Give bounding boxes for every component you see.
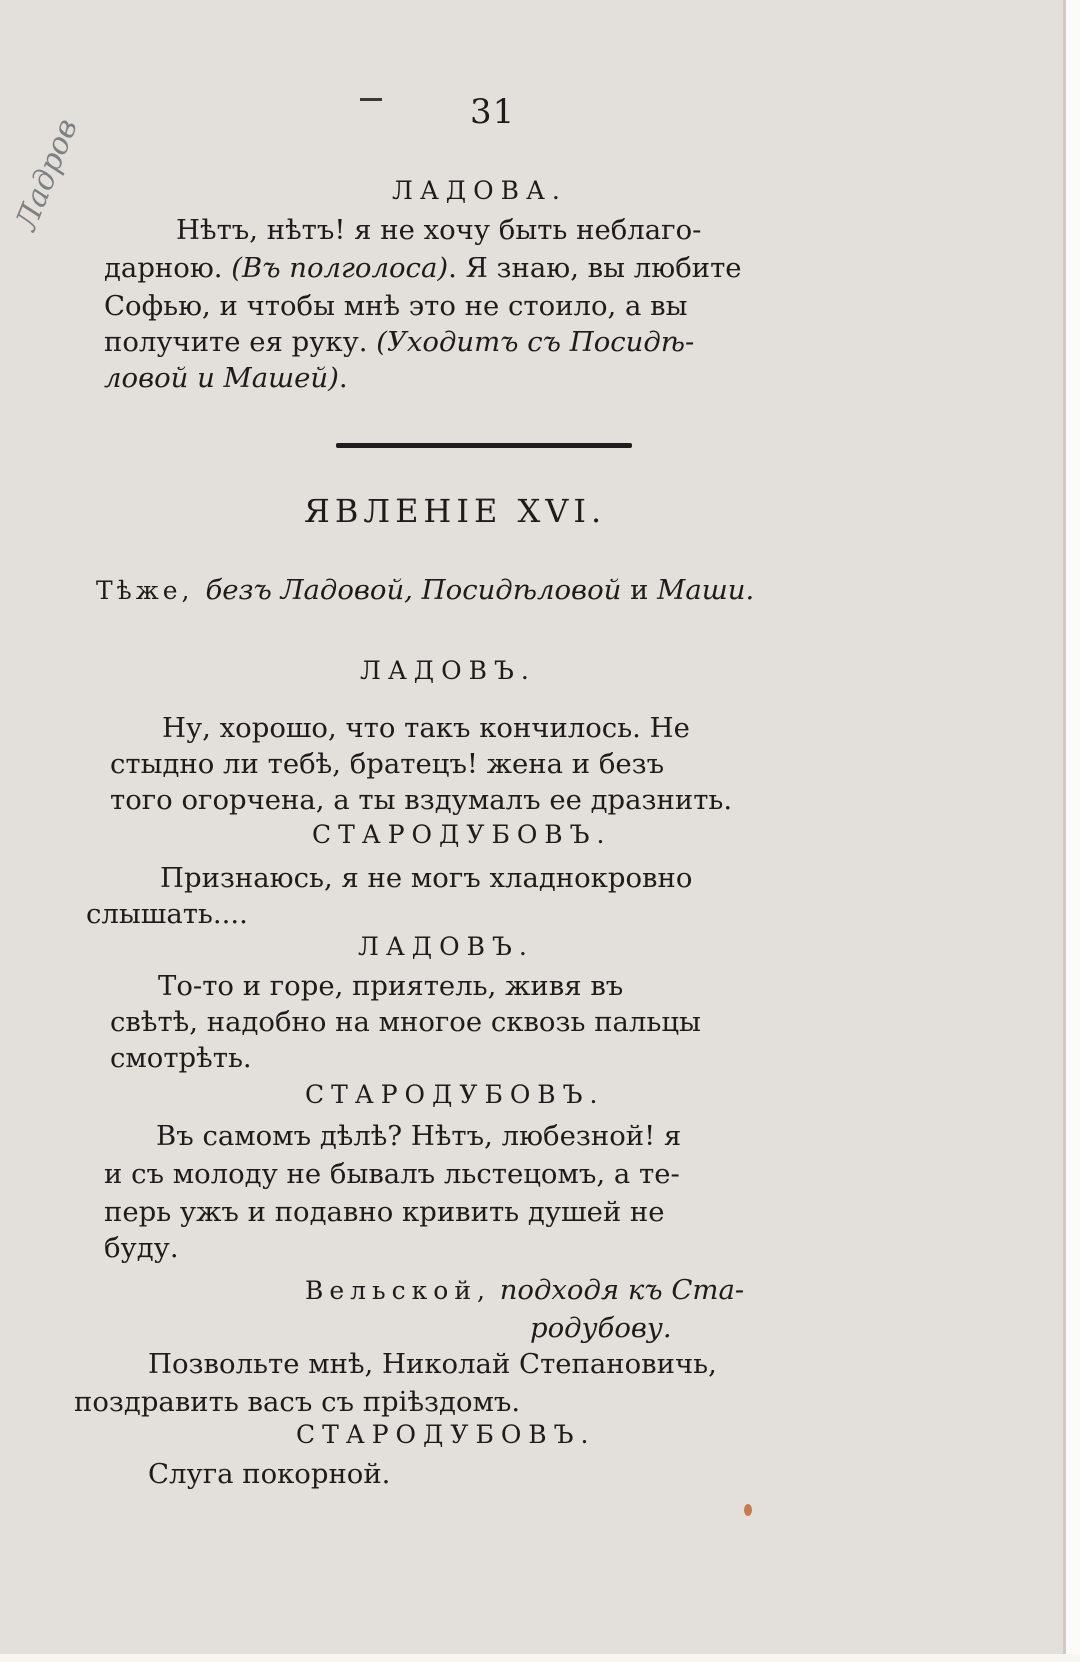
text-line: Ну, хорошо, что такъ кончилось. Не xyxy=(162,712,690,744)
text-line: перь ужъ и подавно кривить душей не xyxy=(104,1196,665,1228)
text-line: То-то и горе, приятель, живя въ xyxy=(158,970,624,1002)
page-edge xyxy=(1066,0,1080,1662)
text-line: слышать.... xyxy=(86,898,248,930)
text-line: Позвольте мнѣ, Николай Степановичь, xyxy=(148,1348,717,1380)
paper-stain xyxy=(744,1504,752,1516)
text-line: Нѣтъ, нѣтъ! я не хочу быть неблаго- xyxy=(176,214,702,246)
section-divider xyxy=(336,443,632,448)
text-line: свѣтѣ, надобно на многое сквозь пальцы xyxy=(110,1006,701,1038)
text-line: Софью, и чтобы мнѣ это не стоило, а вы xyxy=(104,290,688,322)
speaker-velskoy-line: Вельской, подходя къ Ста- xyxy=(305,1274,745,1306)
text-line: смотрѣть. xyxy=(110,1042,252,1074)
speaker-velskoy: Вельской, xyxy=(305,1276,491,1305)
text-line: буду. xyxy=(104,1232,179,1264)
stage-direction: Тѣже, безъ Ладовой, Посидѣловой и Маши. xyxy=(96,574,755,606)
text-line: того огорчена, а ты вздумалъ ее дразнить. xyxy=(110,784,733,816)
ink-mark xyxy=(360,98,382,101)
page-number: 31 xyxy=(470,92,516,132)
text-line: и съ молоду не бывалъ льстецомъ, а те- xyxy=(104,1158,680,1190)
text-line: ловой и Машей). xyxy=(104,362,348,394)
scene-heading: ЯВЛЕНІЕ XVI. xyxy=(304,492,607,530)
text-line: получите ея руку. (Уходитъ съ Посидѣ- xyxy=(104,326,695,358)
text-line: поздравить васъ съ пріѣздомъ. xyxy=(74,1386,521,1418)
speaker-ladova: ЛАДОВА. xyxy=(392,176,567,205)
speaker-ladov: ЛАДОВЪ. xyxy=(360,656,536,685)
stage-direction: родубову. xyxy=(530,1312,672,1344)
text-line: Слуга покорной. xyxy=(148,1458,391,1490)
text-line: Признаюсь, я не могъ хладнокровно xyxy=(160,862,693,894)
speaker-starodubov: СТАРОДУБОВЪ. xyxy=(312,820,612,849)
text-line: дарною. (Въ полголоса). Я знаю, вы любите xyxy=(104,252,742,284)
speaker-ladov: ЛАДОВЪ. xyxy=(358,932,534,961)
margin-handwriting: Ладров xyxy=(8,113,85,236)
speaker-starodubov: СТАРОДУБОВЪ. xyxy=(296,1420,596,1449)
page-bottom-edge xyxy=(0,1654,1080,1662)
text-line: Въ самомъ дѣлѣ? Нѣтъ, любезной! я xyxy=(156,1120,682,1152)
speaker-starodubov: СТАРОДУБОВЪ. xyxy=(305,1080,605,1109)
text-line: стыдно ли тебѣ, братецъ! жена и безъ xyxy=(110,748,665,780)
